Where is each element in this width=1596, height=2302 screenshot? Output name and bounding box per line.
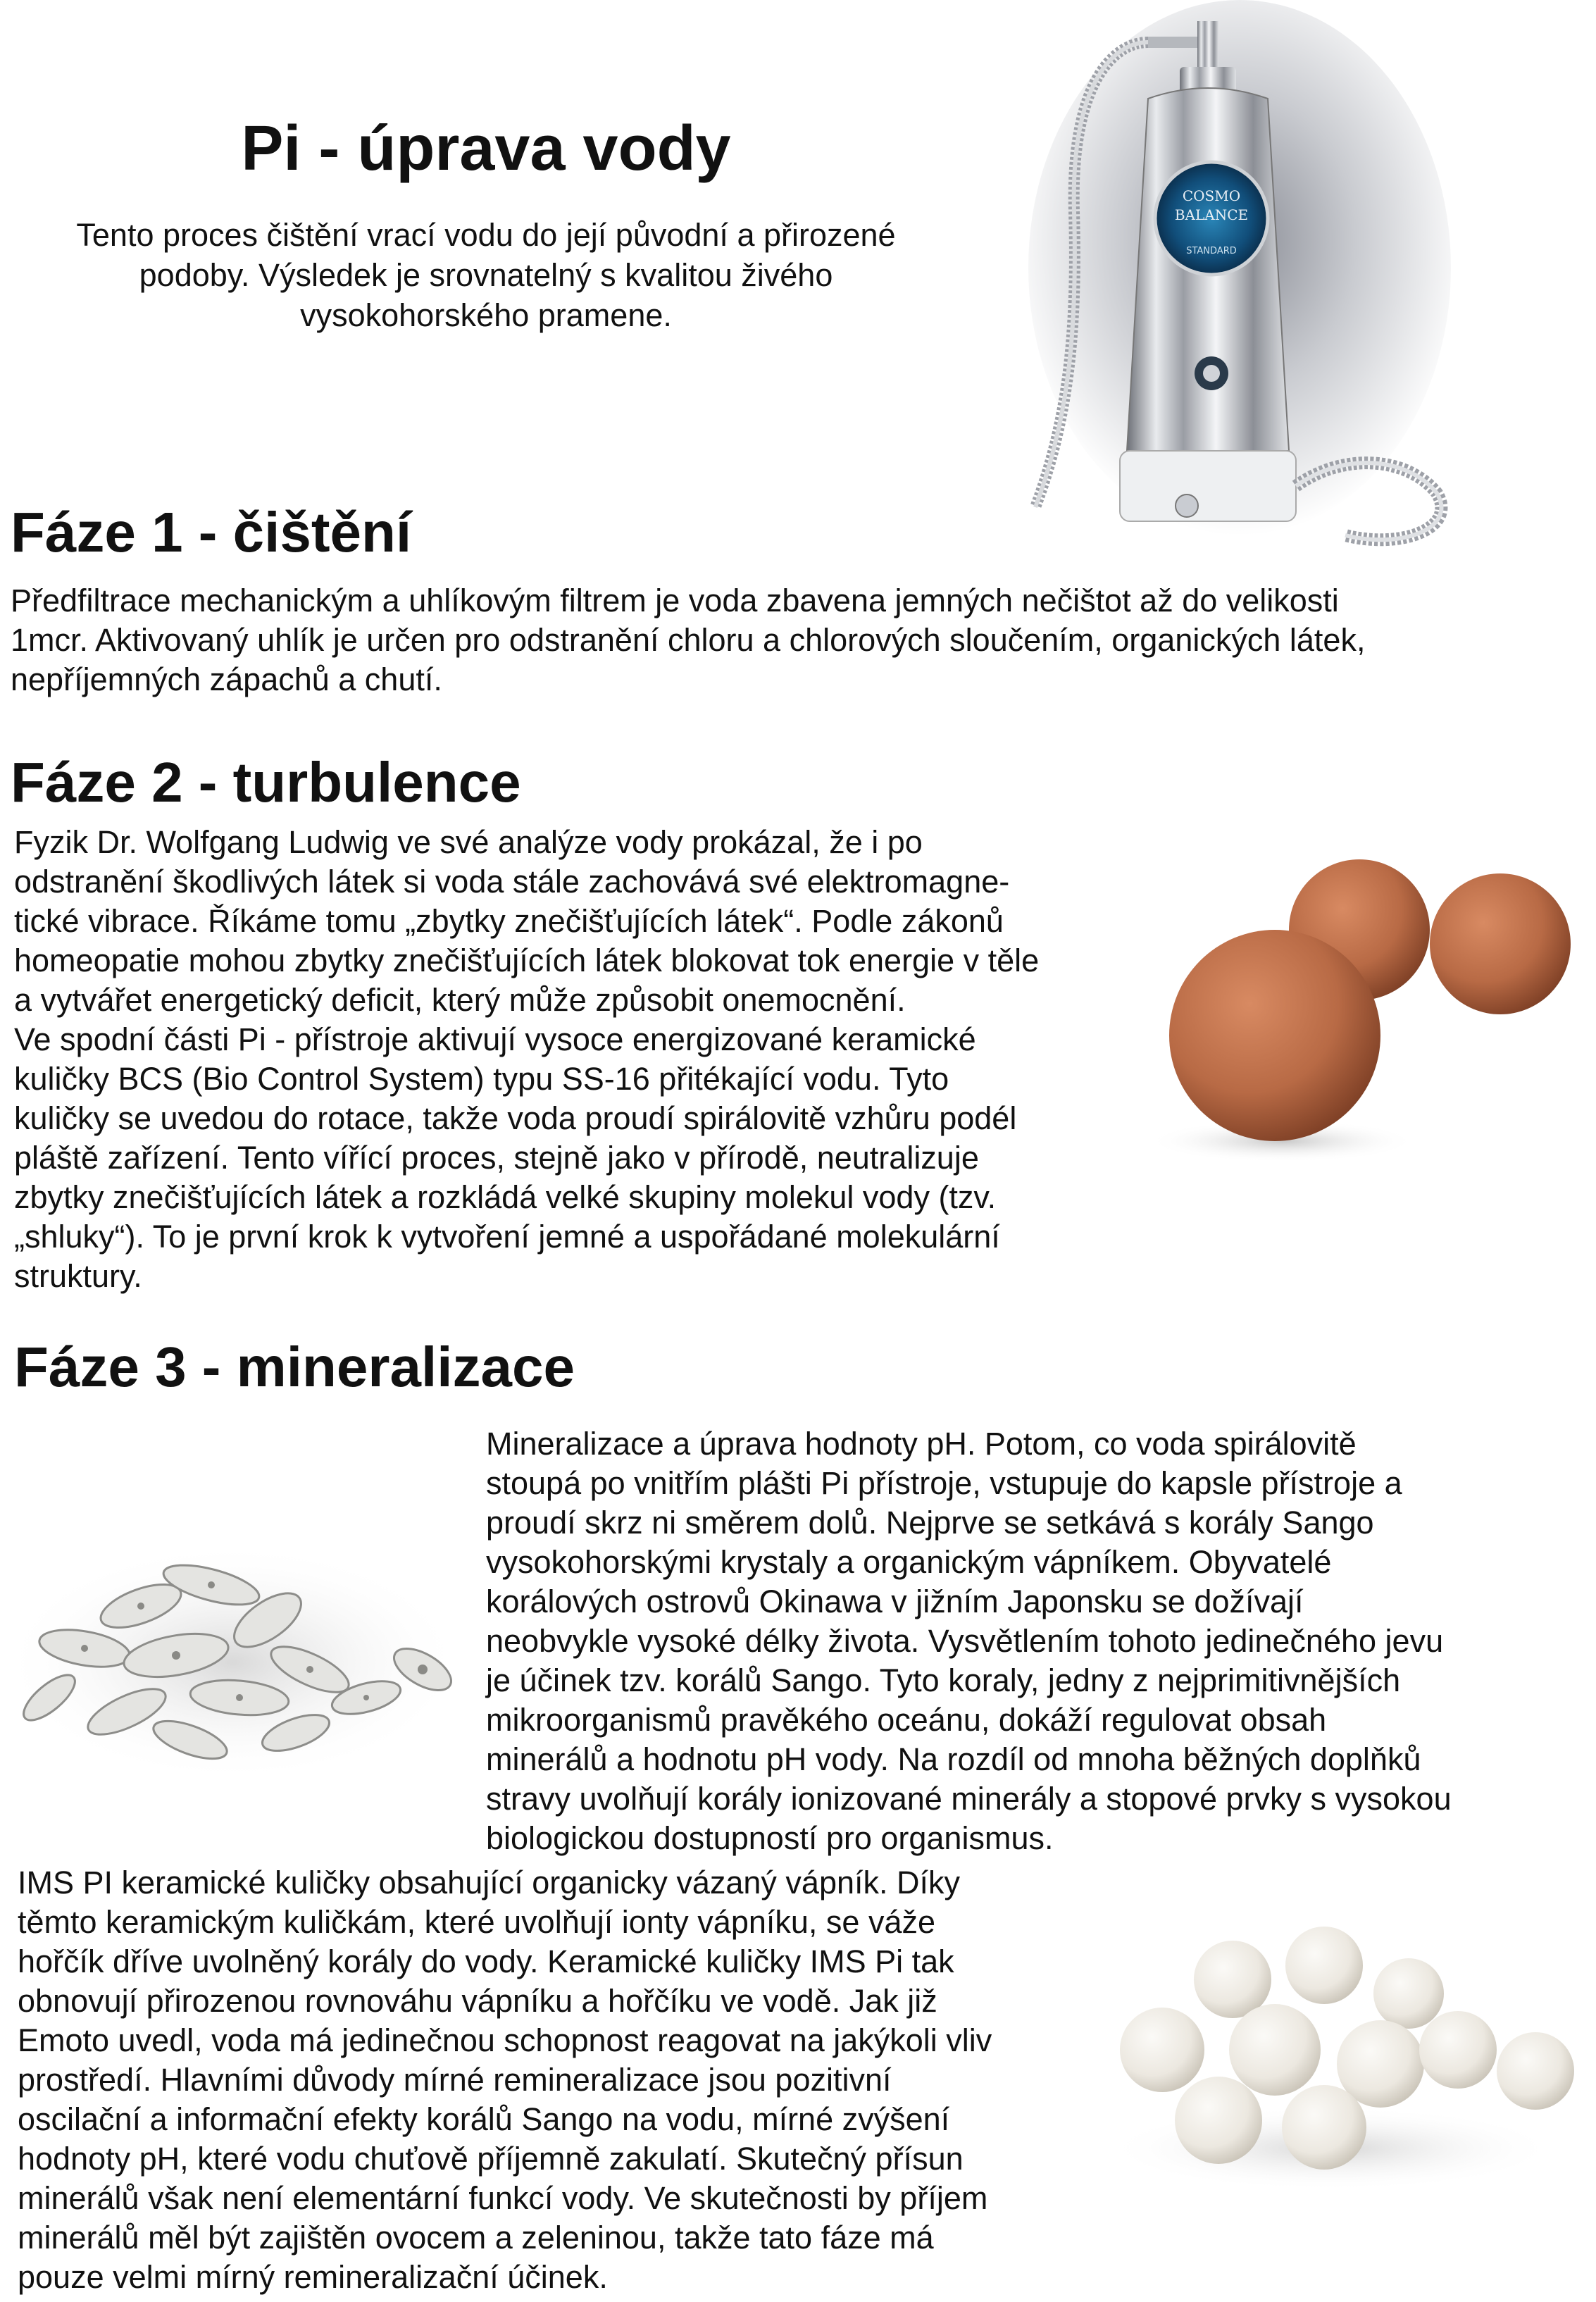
badge-line1: COSMO — [1182, 187, 1241, 204]
phase2-heading: Fáze 2 - turbulence — [11, 751, 521, 814]
phase3-heading: Fáze 3 - mineralizace — [14, 1336, 575, 1398]
intro-text: Tento proces čištění vrací vodu do její původní a přirozené podoby. Výsledek je srovnatelný s kvalitou živého vysokohorského pramene. — [76, 217, 896, 333]
phase3-text-ceramic: IMS PI keramické kuličky obsahující organicky vázaný vápník. Díky těmto keramickým kuličkám, které uvolňují ionty vápníku, se váže hořčík dříve uvolněný korály do vody. Keramické kuličky IMS Pi tak obnovují přirozenou rovnováhu vápníku a hořčíku ve vodě. Jak již Emoto uvedl, voda má jedinečnou schopnost reagovat na jakýkoli vliv prostředí. Hlavními důvody mírné remineralizace jsou pozitivní oscilační a informační efekty korálů Sango na vodu, mírné zvýšení hodnoty pH, které vodu chuťově příjemně zakulatí. Skutečný přísun minerálů však není elementární funkcí vody. Ve skutečnosti by příjem minerálů měl být zajištěn ovocem a zeleninou, takže tato fáze má pouze velmi mírný remineralizační účinek. — [18, 1865, 992, 2295]
water-filter-device-image — [1007, 0, 1465, 556]
coral-sango-image — [0, 1486, 479, 1803]
badge-line2: BALANCE — [1174, 206, 1249, 223]
phase2-text: Fyzik Dr. Wolfgang Ludwig ve své analýze vody prokázal, že i po odstranění škodlivých látek si voda stále zachovává své elektromagne- tické vibrace. Říkáme tomu „zbytky znečišťujících látek“. Podle zákonů homeopatie mohou zbytky znečišťujících látek blokovat tok energie v těle a vytvářet energetický deficit, který může způsobit onemocnění. Ve spodní části Pi - přístroje aktivují vysoce energizované keramické kuličky BCS (Bio Control System) typu SS-16 přitékající vodu. Tyto kuličky se uvedou do rotace, takže voda proudí spirálovitě vzhůru podél pláště zařízení. Tento vířící proces, stejně jako v přírodě, neutralizuje zbytky znečišťujících látek a rozkládá velké skupiny molekul vody (tzv. „shluky“). To je první krok k vytvoření jemné a uspořádané molekulární struktury. — [14, 824, 1040, 1294]
page-title: Pi - úprava vody — [241, 113, 731, 184]
white-ceramic-balls-image — [1099, 1916, 1592, 2212]
phase1-text: Předfiltrace mechanickým a uhlíkovým filtrem je voda zbavena jemných nečištot až do velikosti 1mcr. Aktivovaný uhlík je určen pro odstranění chloru a chlorových sloučením, organických látek, nepříjemných zápachů a chutí. — [11, 583, 1366, 697]
phase1-heading: Fáze 1 - čištění — [11, 501, 412, 564]
phase3-text-coral: Mineralizace a úprava hodnoty pH. Potom, co voda spirálovitě stoupá po vnitřím plášti Pi přístroje, vstupuje do kapsle přístroje a proudí skrz ni směrem dolů. Nejprve se setkává s korály Sango vysokohorskými krystaly a organickým vápníkem. Obyvatelé korálových ostrovů Okinawa v jižním Japonsku se dožívají neobvykle vysoké délky života. Vysvětlením tohoto jedinečného jevu je účinek tzv. korálů Sango. Tyto koraly, jedny z nejprimitivnějších mikroorganismů pravěkého oceánu, dokáží regulovat obsah minerálů a hodnotu pH vody. Na rozdíl od mnoha běžných doplňků stravy uvolňují korály ionizované minerály a stopové prvky s vysokou biologickou dostupností pro organismus. — [486, 1426, 1452, 1856]
badge-line3: STANDARD — [1186, 246, 1237, 256]
ceramic-balls-image — [1134, 838, 1592, 1169]
